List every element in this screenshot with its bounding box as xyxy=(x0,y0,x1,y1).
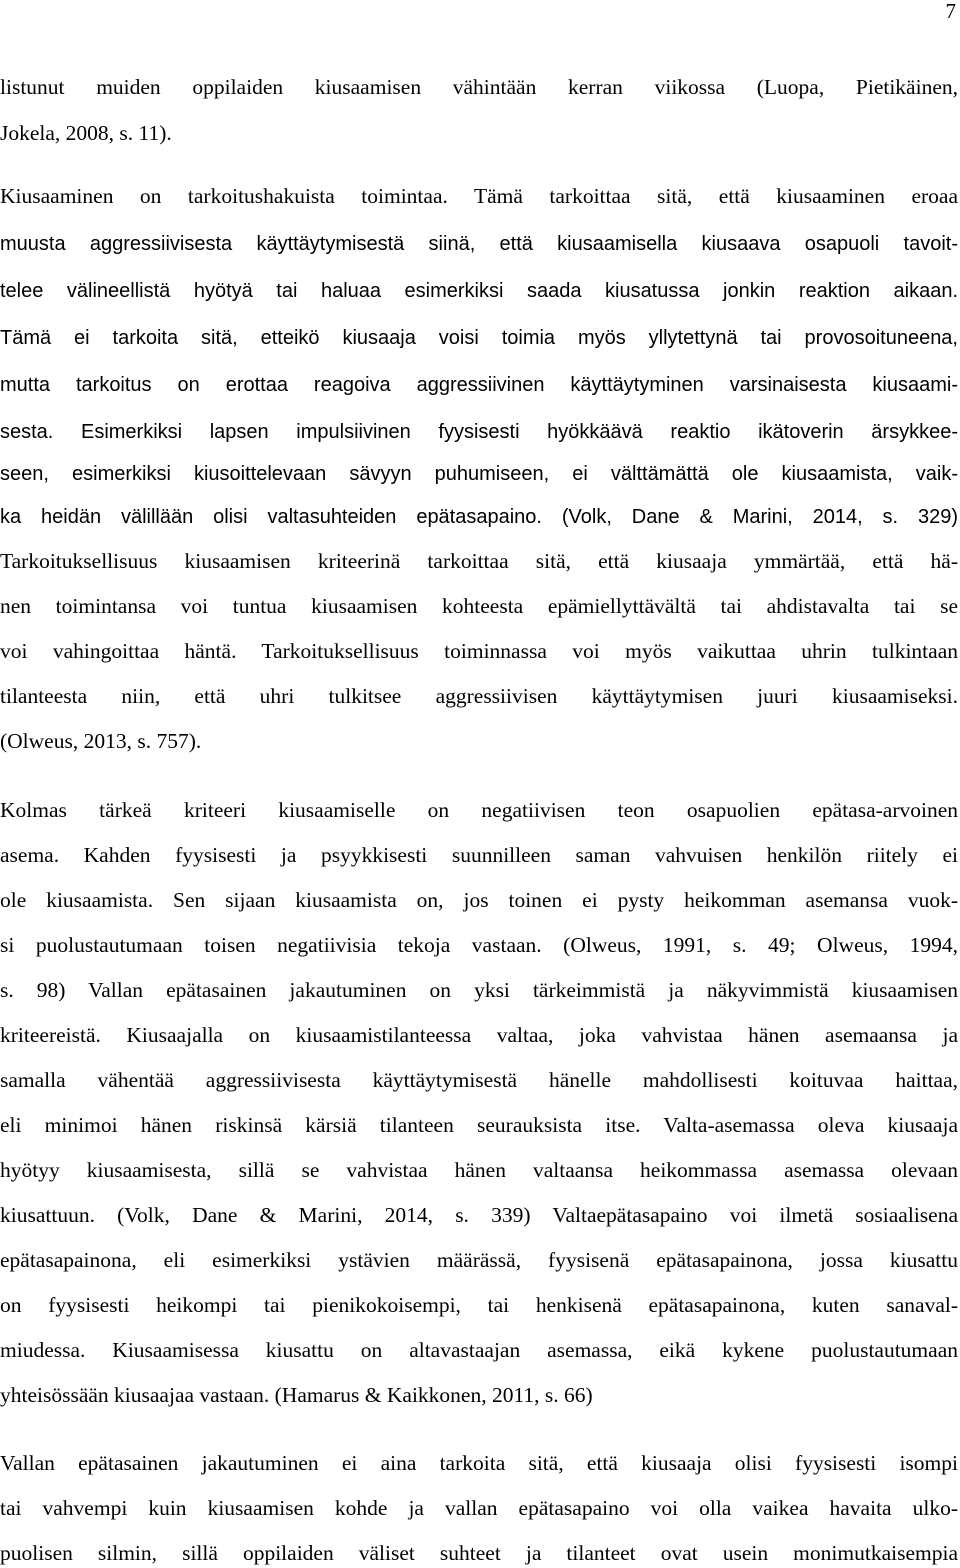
text-line: Tarkoituksellisuus kiusaamisen kriteerinä tarkoittaa sitä, että kiusaaja ymmärtää, että hä- xyxy=(0,549,958,573)
page-number: 7 xyxy=(945,0,956,23)
text-line: puolisen silmin, sillä oppilaiden väliset suhteet ja tilanteet ovat usein monimutkaisempia xyxy=(0,1541,958,1565)
text-line: ole kiusaamista. Sen sijaan kiusaamista on, jos toinen ei pysty heikomman asemansa vuok- xyxy=(0,888,958,912)
text-line: nen toimintansa voi tuntua kiusaamisen kohteesta epämiellyttävältä tai ahdistavalta tai se xyxy=(0,594,958,618)
text-line: telee välineellistä hyötyä tai haluaa esimerkiksi saada kiusatussa jonkin reaktion aikaan. xyxy=(0,280,958,302)
text-line: listunut muiden oppilaiden kiusaamisen vähintään kerran viikossa (Luopa, Pietikäinen, xyxy=(0,75,958,99)
text-line: s. 98) Vallan epätasainen jakautuminen on yksi tärkeimmistä ja näkyvimmistä kiusaamisen xyxy=(0,978,958,1002)
text-line: kiusattuun. (Volk, Dane & Marini, 2014, s. 339) Valtaepätasapaino voi ilmetä sosiaalisena xyxy=(0,1203,958,1227)
text-line: asema. Kahden fyysisesti ja psyykkisesti suunnilleen saman vahvuisen henkilön riitely ei xyxy=(0,843,958,867)
text-line: Tämä ei tarkoita sitä, etteikö kiusaaja voisi toimia myös yllytettynä tai provosoituneena, xyxy=(0,327,958,349)
text-line: Kiusaaminen on tarkoitushakuista toimintaa. Tämä tarkoittaa sitä, että kiusaaminen eroaa xyxy=(0,184,958,208)
text-line: epätasapainona, eli esimerkiksi ystävien määrässä, fyysisenä epätasapainona, jossa kiusattu xyxy=(0,1248,958,1272)
text-line: yhteisössään kiusaajaa vastaan. (Hamarus & Kaikkonen, 2011, s. 66) xyxy=(0,1383,593,1407)
text-line: kriteereistä. Kiusaajalla on kiusaamistilanteessa valtaa, joka vahvistaa hänen asemaansa ja xyxy=(0,1023,958,1047)
text-line: mutta tarkoitus on erottaa reagoiva aggressiivinen käyttäytyminen varsinaisesta kiusaami- xyxy=(0,374,958,396)
text-line: Kolmas tärkeä kriteeri kiusaamiselle on negatiivisen teon osapuolien epätasa-arvoinen xyxy=(0,798,958,822)
text-line: Jokela, 2008, s. 11). xyxy=(0,121,172,145)
text-line: hyötyy kiusaamisesta, sillä se vahvistaa hänen valtaansa heikommassa asemassa olevaan xyxy=(0,1158,958,1182)
text-line: tai vahvempi kuin kiusaamisen kohde ja vallan epätasapaino voi olla vaikea havaita ulko- xyxy=(0,1496,958,1520)
text-line: tilanteesta niin, että uhri tulkitsee aggressiivisen käyttäytymisen juuri kiusaamiseksi. xyxy=(0,684,958,708)
text-line: Vallan epätasainen jakautuminen ei aina tarkoita sitä, että kiusaaja olisi fyysisesti isompi xyxy=(0,1451,958,1475)
text-line: (Olweus, 2013, s. 757). xyxy=(0,729,202,753)
text-line: miudessa. Kiusaamisessa kiusattu on altavastaajan asemassa, eikä kykene puolustautumaan xyxy=(0,1338,958,1362)
text-line: sesta. Esimerkiksi lapsen impulsiivinen fyysisesti hyökkäävä reaktio ikätoverin ärsykkee- xyxy=(0,421,958,443)
text-line: samalla vähentää aggressiivisesta käyttäytymisestä hänelle mahdollisesti koituvaa haittaa, xyxy=(0,1068,958,1092)
text-line: ka heidän välillään olisi valtasuhteiden epätasapaino. (Volk, Dane & Marini, 2014, s. 329) xyxy=(0,506,958,528)
text-line: on fyysisesti heikompi tai pienikokoisempi, tai henkisenä epätasapainona, kuten sanaval- xyxy=(0,1293,958,1317)
text-line: voi vahingoittaa häntä. Tarkoituksellisuus toiminnassa voi myös vaikuttaa uhrin tulkintaan xyxy=(0,639,958,663)
text-line: eli minimoi hänen riskinsä kärsiä tilanteen seurauksista itse. Valta-asemassa oleva kiusaaja xyxy=(0,1113,958,1137)
text-line: muusta aggressiivisesta käyttäytymisestä siinä, että kiusaamisella kiusaava osapuoli tavoit- xyxy=(0,233,958,255)
text-line: seen, esimerkiksi kiusoittelevaan sävyyn puhumiseen, ei välttämättä ole kiusaamista, vaik- xyxy=(0,463,958,485)
text-line: si puolustautumaan toisen negatiivisia tekoja vastaan. (Olweus, 1991, s. 49; Olweus, 1994, xyxy=(0,933,958,957)
